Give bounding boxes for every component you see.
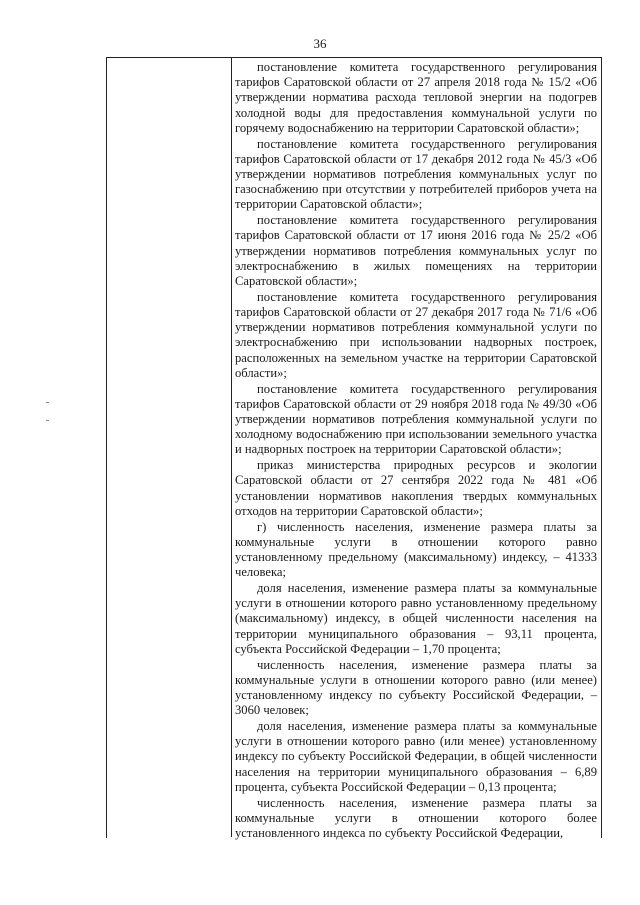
- scan-mark: [46, 402, 49, 403]
- paragraph: постановление комитета государственного регулирования тарифов Саратовской области от 17 декабря 2012 года № 45/3 «Об утверждении нормативов потребления коммунальных услуг по газоснабжению при отсутствии у потребителей приборов учета на территории Саратовской области»;: [235, 136, 597, 212]
- page-number: 36: [313, 36, 327, 51]
- paragraph: постановление комитета государственного регулирования тарифов Саратовской области от 17 июня 2016 года № 25/2 «Об утверждении нормативов потребления коммунальных услуг по электроснабжению в жилых помещениях на территории Саратовской области»;: [235, 213, 597, 289]
- paragraph: г) численность населения, изменение размера платы за коммунальные услуги в отношении которого равно установленному предельному (максимальному) индексу, – 41333 человека;: [235, 519, 597, 580]
- paragraph: постановление комитета государственного регулирования тарифов Саратовской области от 27 апреля 2018 года № 15/2 «Об утверждении норматива расхода тепловой энергии на подогрев холодной воды для предоставления коммунальной услуги по горячему водоснабжению на территории Саратовской области»;: [235, 60, 597, 135]
- paragraph: численность населения, изменение размера платы за коммунальные услуги в отношении которого более установленного индекса по субъекту Российской Федерации,: [235, 795, 597, 841]
- table-left-cell: [107, 58, 230, 836]
- paragraph: доля населения, изменение размера платы за коммунальные услуги в отношении которого равно установленному предельному (максимальному) индексу, в общей численности населения на территории муниципального образования – 93,11 процента, субъекта Российской Федерации – 1,70 процента;: [235, 581, 597, 656]
- scan-mark: [46, 420, 49, 421]
- table-right-cell: [235, 60, 597, 842]
- paragraph: постановление комитета государственного регулирования тарифов Саратовской области от 29 ноября 2018 года № 49/30 «Об утверждении нормативов потребления коммунальной услуги по холодному водоснабжению при использовании земельного участка и надворных построек на территории Саратовской области»;: [235, 381, 597, 457]
- paragraph: приказ министерства природных ресурсов и экологии Саратовской области от 27 сентября 2022 года № 481 «Об установлении нормативов накопления твердых коммунальных отходов на территории Саратовской области»;: [235, 458, 597, 518]
- paragraph: постановление комитета государственного регулирования тарифов Саратовской области от 27 декабря 2017 года № 71/6 «Об утверждении нормативов потребления коммунальной услуги по электроснабжению при использовании надворных построек, расположенных на земельном участке на территории Саратовской области»;: [235, 289, 597, 380]
- paragraph: доля населения, изменение размера платы за коммунальные услуги в отношении которого равно (или менее) установленному индексу по субъекту Российской Федерации, в общей численности населения на территории муниципального образования – 6,89 процента, субъекта Российской Федерации – 0,13 процента;: [235, 719, 597, 794]
- paragraph: численность населения, изменение размера платы за коммунальные услуги в отношении которого равно (или менее) установленному индексу по субъекту Российской Федерации, – 3060 человек;: [235, 657, 597, 718]
- column-divider: [231, 57, 232, 837]
